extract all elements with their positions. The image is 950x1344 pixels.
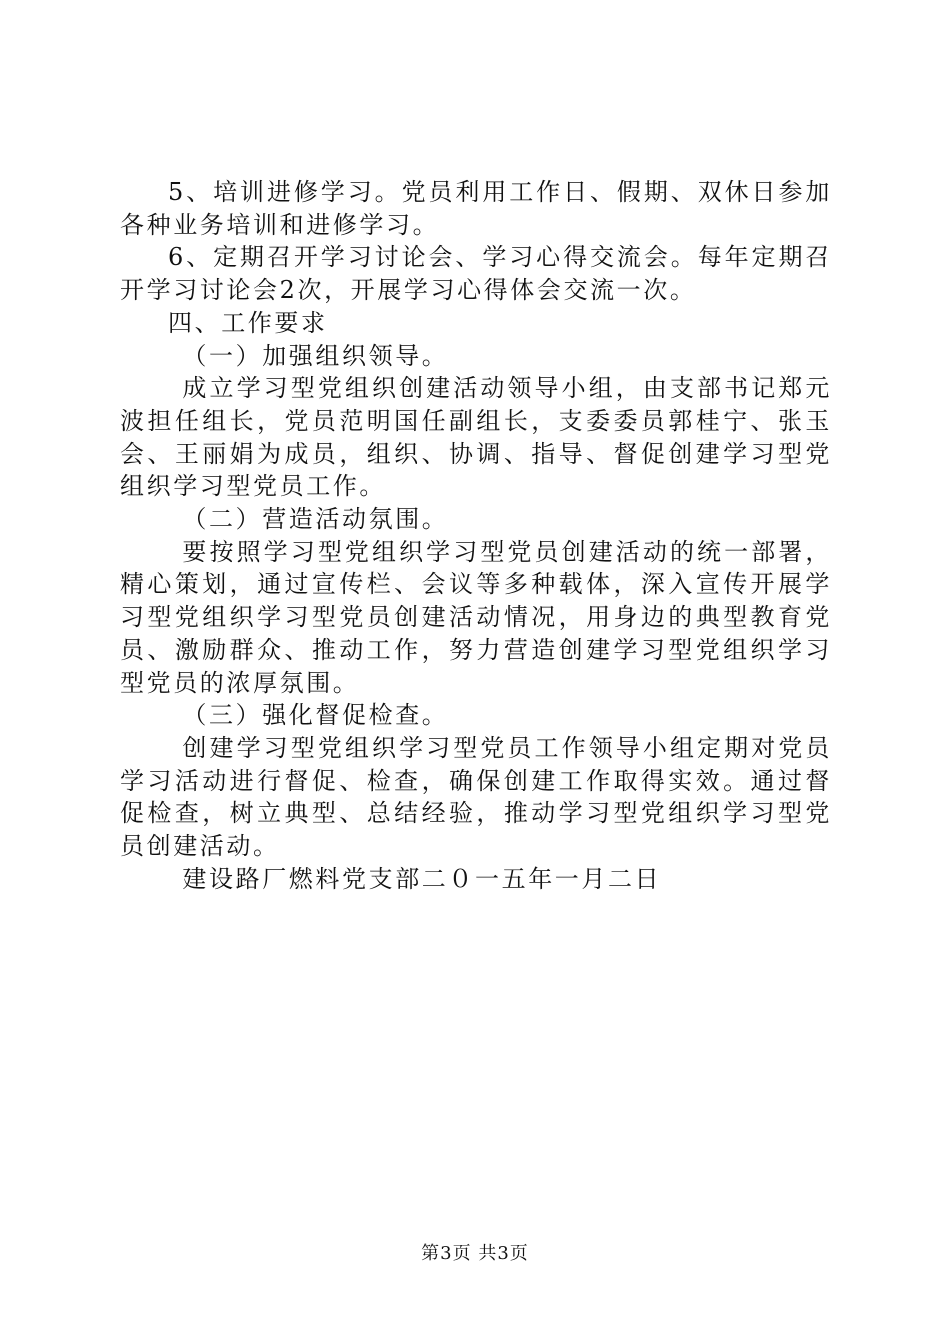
signature-date-line: 建设路厂燃料党支部二０一五年一月二日 [182,864,662,893]
subheading-inspection: （三）强化督促检查。 [182,701,449,730]
paragraph-inspection: 创建学习型党组织学习型党员工作领导小组定期对党员学习活动进行督促、检查，确保创建工作取得实效。通过督促检查，树立典型、总结经验，推动学习型党组织学习型党员创建活动。 [120,733,832,861]
subheading-leadership: （一）加强组织领导。 [182,341,449,370]
paragraph-training: 5、培训进修学习。党员利用工作日、假期、双休日参加各种业务培训和进修学习。 [120,178,832,239]
paragraph-leadership: 成立学习型党组织创建活动领导小组，由支部书记郑元波担任组长，党员范明国任副组长，支委委员郭桂宁、张玉会、王丽娟为成员，组织、协调、指导、督促创建学习型党组织学习型党员工作。 [120,374,832,501]
paragraph-discussion: 6、定期召开学习讨论会、学习心得交流会。每年定期召开学习讨论会2次，开展学习心得体会交流一次。 [120,243,832,305]
document-body [120,176,832,895]
subheading-atmosphere: （二）营造活动氛围。 [182,505,449,534]
section-heading-work-requirements: 四、工作要求 [168,308,328,337]
page-number-footer: 第3页 共3页 [421,1243,529,1264]
paragraph-atmosphere: 要按照学习型党组织学习型党员创建活动的统一部署，精心策划，通过宣传栏、会议等多种载体，深入宣传开展学习型党组织学习型党员创建活动情况，用身边的典型教育党员、激励群众、推动工作，努力营造创建学习型党组织学习型党员的浓厚氛围。 [120,537,832,697]
